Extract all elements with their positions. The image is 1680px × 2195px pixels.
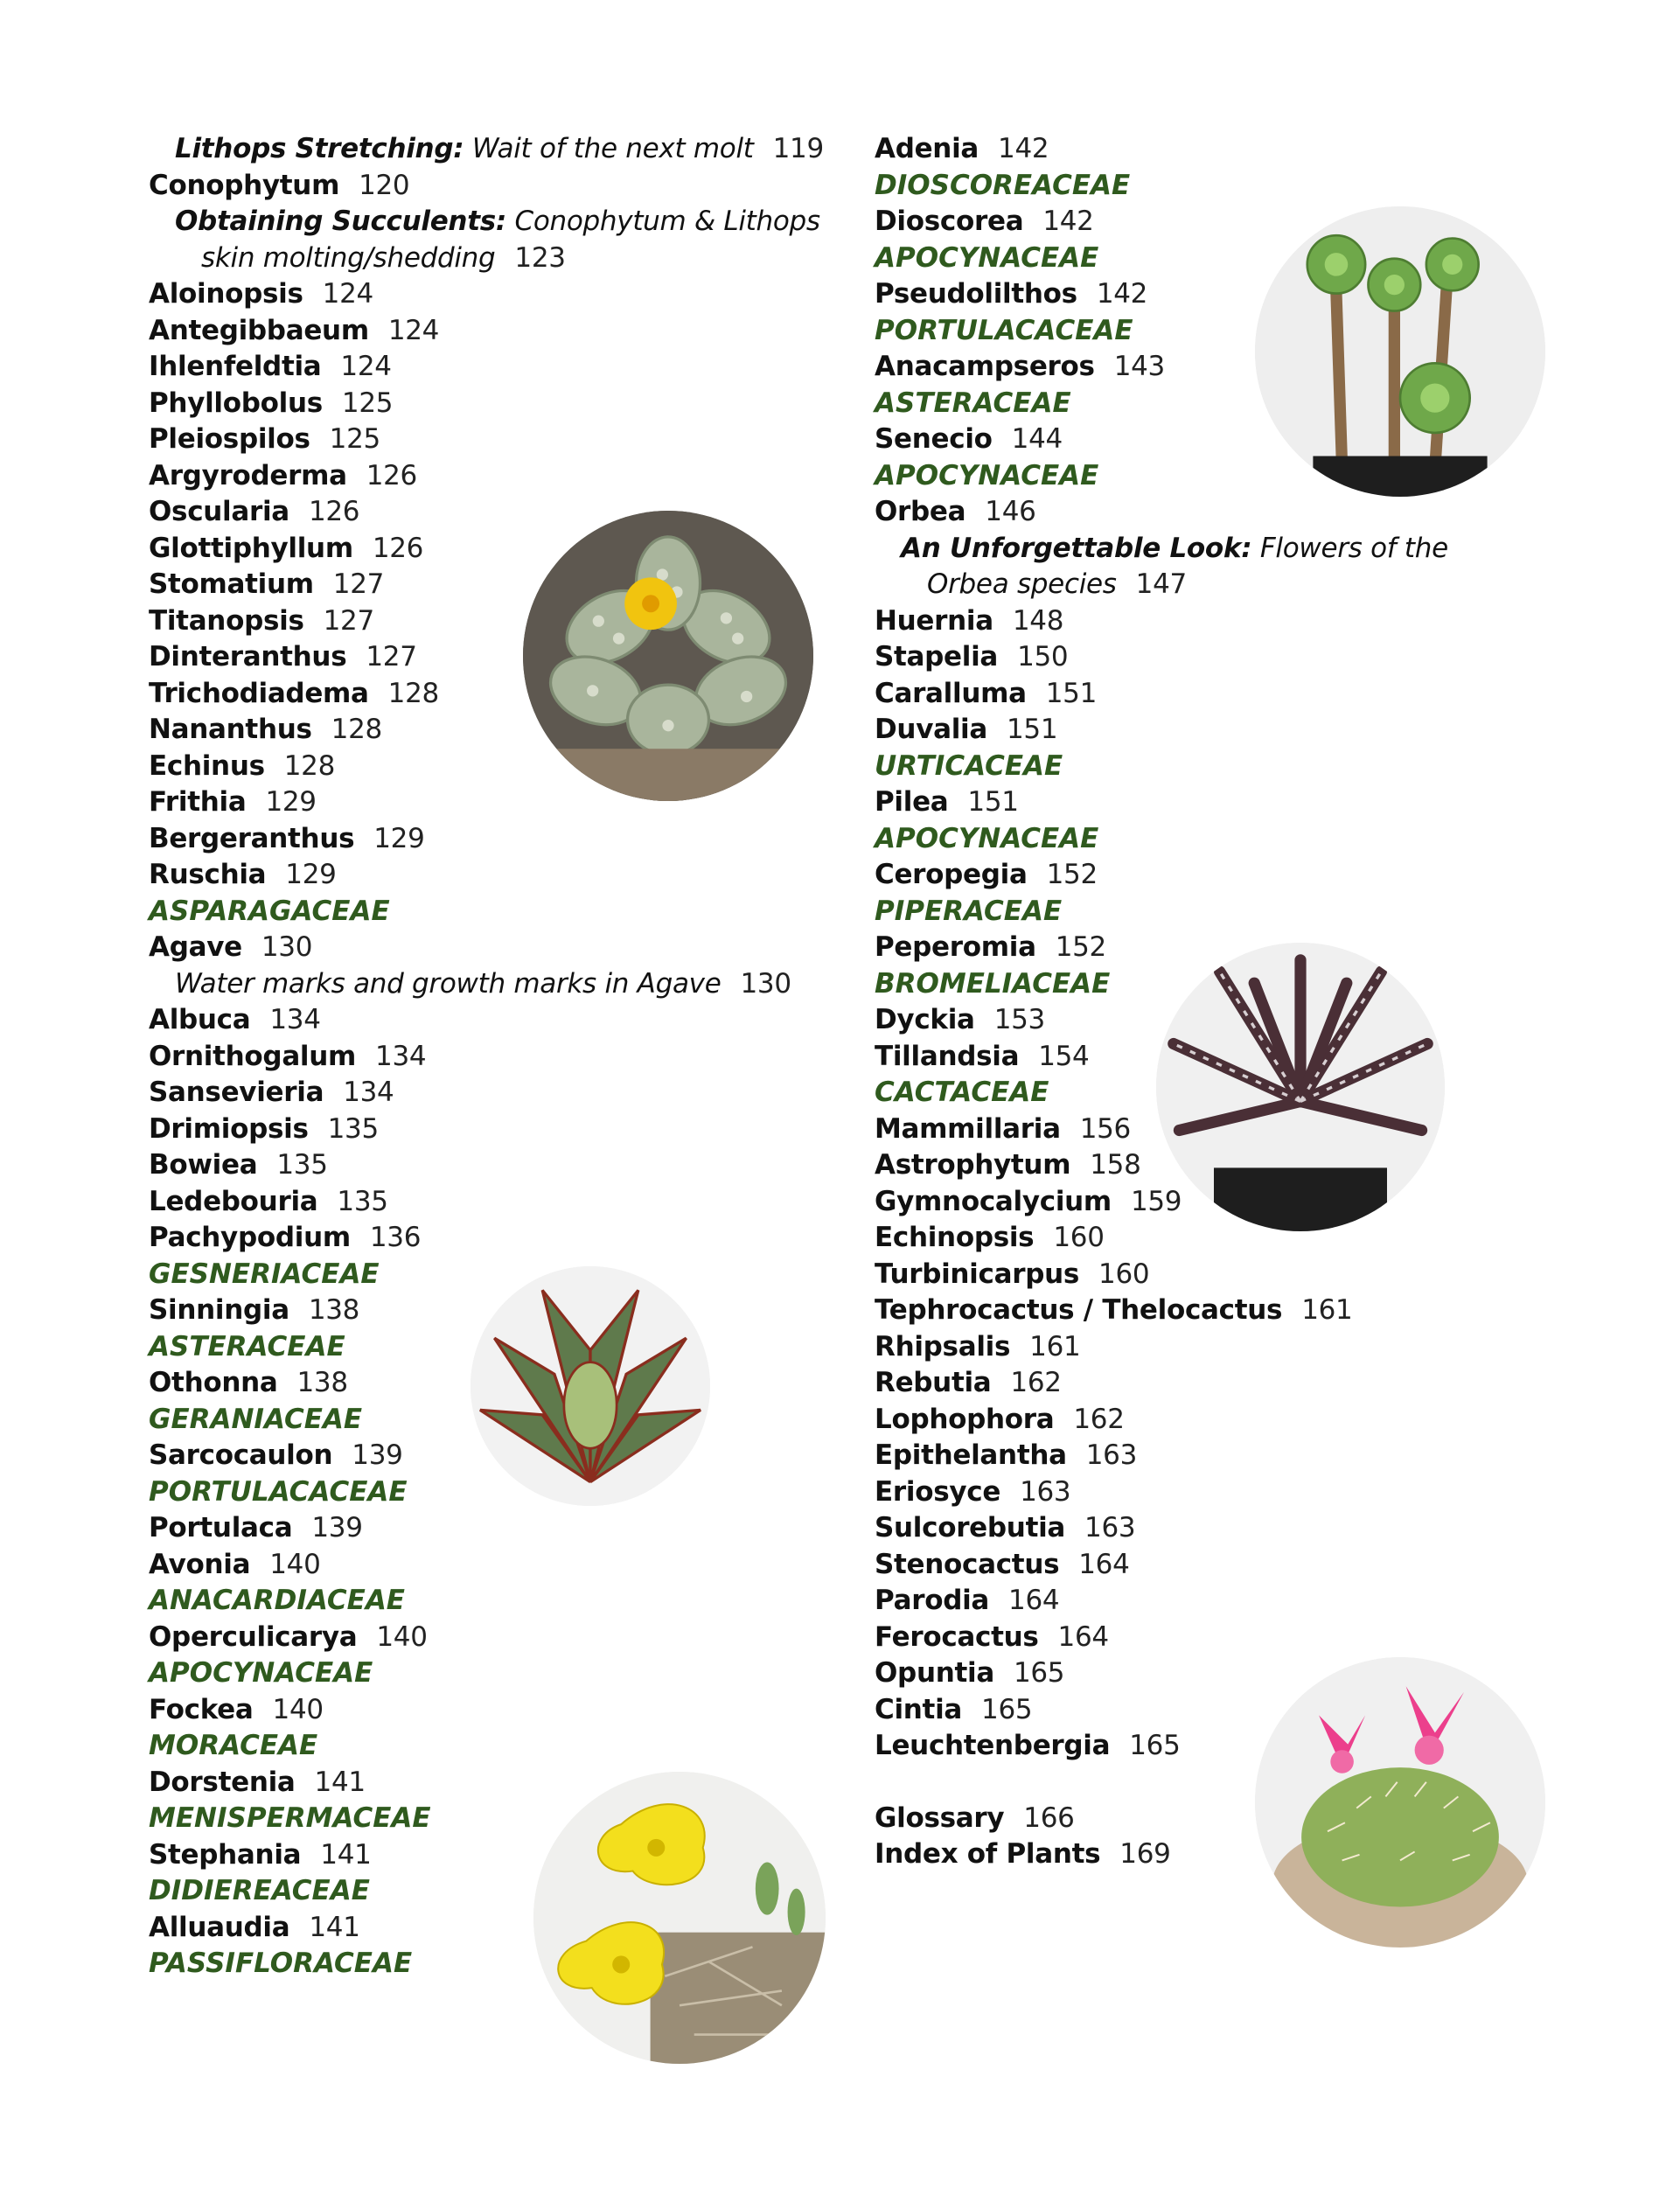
- toc-entry-title: Sansevieria: [149, 1077, 324, 1108]
- page-number: 124: [387, 314, 440, 346]
- page-number: 164: [1057, 1620, 1109, 1653]
- toc-entry-portulaca: [149, 1510, 813, 1547]
- toc-entry-title: Titanopsis: [149, 604, 304, 637]
- page-number: 128: [387, 677, 439, 709]
- page-number: 124: [340, 351, 392, 382]
- toc-entry-title: Dinteranthus: [149, 641, 347, 672]
- toc-entry-anacardiaceae: [149, 1583, 813, 1620]
- page-number: 163: [1084, 1512, 1136, 1543]
- page-number: 134: [269, 1004, 321, 1035]
- page-number: 142: [1042, 206, 1094, 237]
- toc-entry-bowiea: [149, 1147, 813, 1184]
- page-number: 141: [314, 1766, 366, 1798]
- toc-entry-stenocactus: [875, 1547, 1574, 1584]
- toc-entry-sansevieria: [149, 1075, 813, 1111]
- toc-entry-title: Avonia: [149, 1548, 251, 1580]
- family-heading: ASTERACEAE: [875, 387, 1071, 419]
- stemmed-green-rosettes-icon: [1255, 206, 1545, 497]
- toc-entry-rebutia: [875, 1365, 1574, 1402]
- family-heading: PIPERACEAE: [875, 895, 1063, 927]
- toc-entry-title: Stapelia: [875, 641, 999, 672]
- page-number: 127: [332, 568, 385, 600]
- page-number: 140: [269, 1548, 321, 1580]
- page-number: 141: [320, 1838, 372, 1871]
- toc-entry-flowers-of-the: [875, 531, 1574, 568]
- toc-entry-title: Adenia: [875, 133, 979, 164]
- toc-entry-title: Othonna: [149, 1367, 278, 1398]
- page-number: 154: [1038, 1040, 1090, 1072]
- toc-entry-title: Agave: [149, 931, 242, 963]
- page-number: 120: [359, 169, 410, 201]
- toc-entry-piperaceae: [875, 894, 1574, 930]
- toc-entry-title: Argyroderma: [149, 459, 347, 491]
- toc-entry-orbea-species: [875, 567, 1574, 603]
- toc-entry-title: Conophytum: [149, 169, 340, 201]
- toc-entry-avonia: [149, 1547, 813, 1584]
- page-number: 140: [376, 1620, 428, 1653]
- toc-entry-ruschia: [149, 857, 813, 894]
- toc-entry-ceropegia: [875, 857, 1574, 894]
- toc-entry-portulacaceae: [149, 1474, 813, 1511]
- toc-entry-lophophora: [875, 1402, 1574, 1439]
- toc-entry-pachypodium: [149, 1220, 813, 1257]
- family-heading: ANACARDIACEAE: [149, 1585, 405, 1616]
- page-number: 144: [1011, 423, 1063, 455]
- toc-entry-title: Aloinopsis: [149, 278, 303, 310]
- toc-entry-sarcocaulon: [149, 1438, 813, 1474]
- toc-entry-lead: Lithops Stretching:: [175, 133, 464, 164]
- toc-entry-title: Stomatium: [149, 568, 314, 600]
- toc-entry-title: Dorstenia: [149, 1766, 296, 1798]
- toc-entry-title: Albuca: [149, 1004, 251, 1035]
- toc-entry-title: Drimiopsis: [149, 1112, 309, 1145]
- toc-entry-title: Dyckia: [875, 1004, 975, 1035]
- toc-entry-title: Astrophytum: [875, 1149, 1071, 1181]
- toc-entry-epithelantha: [875, 1438, 1574, 1474]
- toc-entry-orbea: [875, 494, 1574, 531]
- toc-entry-title: Fockea: [149, 1693, 254, 1725]
- toc-entry-pilea: [875, 784, 1574, 821]
- toc-entry-ornithogalum: [149, 1039, 813, 1076]
- toc-entry-title: Pseudolilthos: [875, 278, 1077, 310]
- toc-entry-huernia: [875, 603, 1574, 640]
- toc-entry-title: Ledebouria: [149, 1185, 318, 1217]
- toc-entry-title: Rebutia: [875, 1367, 992, 1398]
- toc-entry-title: Operculicarya: [149, 1620, 358, 1653]
- toc-entry-title: Orbea species: [927, 568, 1117, 600]
- toc-entry-parodia: [875, 1583, 1574, 1620]
- family-heading: GERANIACEAE: [149, 1403, 363, 1435]
- toc-entry-title: Pachypodium: [149, 1222, 351, 1253]
- yellow-flowers-icon: [533, 1772, 826, 2064]
- page-number: 138: [308, 1294, 360, 1326]
- toc-entry-drimiopsis: [149, 1111, 813, 1148]
- toc-entry-title: Index of Plants: [875, 1838, 1101, 1870]
- toc-entry-bergeranthus: [149, 821, 813, 858]
- toc-entry-title: Frithia: [149, 786, 247, 818]
- family-heading: PASSIFLORACEAE: [149, 1948, 413, 1979]
- family-heading: ASTERACEAE: [149, 1330, 345, 1362]
- toc-entry-title: Anacampseros: [875, 351, 1095, 382]
- toc-entry-title: Glottiphyllum: [149, 532, 353, 564]
- toc-entry-title: Opuntia: [875, 1657, 994, 1689]
- toc-entry-title: Sinningia: [149, 1294, 289, 1326]
- family-heading: BROMELIACEAE: [875, 967, 1111, 1000]
- page-number: 165: [1013, 1657, 1065, 1689]
- photo-stemmed-rosettes: [1255, 206, 1545, 497]
- family-heading: MENISPERMACEAE: [149, 1802, 431, 1834]
- toc-entry-wait-of-the-next-molt: [149, 131, 824, 168]
- toc-entry-fockea: [149, 1692, 813, 1729]
- toc-entry-title: Trichodiadema: [149, 677, 369, 709]
- toc-entry-title: Parodia: [875, 1585, 990, 1616]
- toc-entry-title: Echinopsis: [875, 1222, 1035, 1253]
- toc-entry-title: Bowiea: [149, 1149, 258, 1181]
- toc-entry-title: Flowers of the: [1251, 532, 1448, 564]
- toc-entry-title: Stenocactus: [875, 1548, 1060, 1580]
- family-heading: DIOSCOREACEAE: [875, 169, 1131, 201]
- family-heading: ASPARAGACEAE: [149, 895, 390, 927]
- page-number: 143: [1113, 351, 1165, 382]
- toc-entry-title: Nananthus: [149, 714, 312, 745]
- page-number: 153: [993, 1004, 1045, 1035]
- family-heading: APOCYNACEAE: [875, 822, 1099, 854]
- toc-entry-urticaceae: [875, 749, 1574, 785]
- family-heading: APOCYNACEAE: [875, 241, 1099, 274]
- page-number: 119: [772, 133, 824, 164]
- page-number: 135: [337, 1185, 388, 1217]
- toc-entry-stapelia: [875, 639, 1574, 676]
- page-number: 150: [1017, 641, 1069, 672]
- toc-entry-conophytum-lithops: [149, 204, 820, 240]
- toc-entry-title: Echinus: [149, 749, 265, 782]
- toc-entry-title: Alluaudia: [149, 1911, 290, 1943]
- toc-entry-title: Phyllobolus: [149, 387, 323, 419]
- toc-entry-duvalia: [875, 712, 1574, 749]
- toc-entry-sulcorebutia: [875, 1510, 1574, 1547]
- toc-left-column: [149, 131, 824, 1982]
- toc-entry-sinningia: [149, 1293, 813, 1329]
- page-number: 164: [1008, 1585, 1060, 1616]
- page-number: 159: [1130, 1185, 1182, 1217]
- toc-entry-title: Oscularia: [149, 496, 289, 527]
- toc-entry-apocynaceae: [149, 1655, 813, 1692]
- page-number: 139: [311, 1512, 363, 1543]
- toc-entry-title: skin molting/shedding: [201, 241, 496, 274]
- toc-entry-gesneriaceae: [149, 1257, 813, 1293]
- toc-entry-title: Senecio: [875, 423, 993, 455]
- toc-entry-phyllobolus: [149, 386, 813, 422]
- family-heading: PORTULACACEAE: [149, 1475, 408, 1508]
- page-number: 130: [740, 967, 791, 1000]
- page-number: 126: [308, 496, 360, 527]
- toc-entry-moraceae: [149, 1728, 813, 1765]
- toc-entry-conophytum: [149, 168, 813, 205]
- page-number: 139: [352, 1439, 403, 1471]
- page-number: 128: [331, 714, 382, 745]
- family-heading: URTICACEAE: [875, 749, 1063, 782]
- toc-entry-title: Conophytum & Lithops: [505, 206, 820, 237]
- family-heading: GESNERIACEAE: [149, 1258, 380, 1290]
- page-number: 163: [1020, 1475, 1071, 1508]
- page-number: 123: [514, 241, 566, 274]
- page-number: 135: [276, 1149, 328, 1181]
- page-number: 146: [985, 496, 1036, 527]
- photo-agave: [471, 1266, 710, 1506]
- page-number: 161: [1301, 1294, 1353, 1326]
- spiky-dark-rosette-icon: [1156, 943, 1445, 1231]
- toc-entry-caralluma: [875, 676, 1574, 713]
- toc-entry-title: Eriosyce: [875, 1475, 1001, 1508]
- page-number: 151: [1007, 714, 1058, 745]
- page-number: 136: [369, 1222, 422, 1253]
- photo-yellow-flower: [533, 1772, 826, 2064]
- toc-entry-ihlenfeldtia: [149, 349, 813, 386]
- page-number: 156: [1079, 1112, 1131, 1145]
- toc-entry-title: Sulcorebutia: [875, 1512, 1066, 1543]
- toc-entry-ferocactus: [875, 1620, 1574, 1656]
- page-number: 126: [372, 532, 424, 564]
- page-number: 140: [272, 1693, 324, 1725]
- toc-entry-title: Duvalia: [875, 714, 987, 745]
- page-number: 147: [1135, 568, 1187, 600]
- toc-entry-title: Ihlenfeldtia: [149, 351, 322, 382]
- toc-entry-title: Cintia: [875, 1693, 963, 1725]
- toc-entry-aloinopsis: [149, 276, 813, 313]
- toc-entry-title: Wait of the next molt: [464, 133, 754, 164]
- photo-titanopsis: [523, 511, 813, 801]
- toc-entry-tephrocactus-thelocactus: [875, 1293, 1574, 1329]
- page-number: 169: [1119, 1838, 1171, 1870]
- toc-entry-water-marks-and-growth-marks-in-agave: [149, 966, 813, 1003]
- toc-entry-title: Ferocactus: [875, 1620, 1039, 1653]
- page-number: 142: [1096, 278, 1148, 310]
- toc-entry-pleiospilos: [149, 422, 813, 458]
- toc-entry-title: Mammillaria: [875, 1112, 1061, 1145]
- page-number: 151: [967, 786, 1019, 818]
- page-number: 127: [323, 604, 374, 637]
- page-number: 152: [1055, 931, 1106, 963]
- photo-dyckia: [1156, 943, 1445, 1231]
- toc-entry-title: Ornithogalum: [149, 1040, 357, 1072]
- toc-entry-argyroderma: [149, 458, 813, 495]
- toc-entry-lead: An Unforgettable Look:: [901, 532, 1252, 564]
- family-heading: APOCYNACEAE: [149, 1657, 373, 1689]
- page-number: 130: [261, 931, 313, 963]
- page-number: 134: [343, 1077, 394, 1108]
- toc-entry-title: Ruschia: [149, 859, 267, 890]
- page-number: 166: [1023, 1801, 1075, 1834]
- page-number: 126: [366, 459, 417, 491]
- toc-entry-albuca: [149, 1002, 813, 1039]
- page-number: 161: [1029, 1330, 1081, 1362]
- toc-entry-title: Water marks and growth marks in Agave: [175, 967, 721, 1000]
- page-number: 152: [1046, 859, 1098, 890]
- toc-entry-echinopsis: [875, 1220, 1574, 1257]
- family-heading: MORACEAE: [149, 1730, 318, 1761]
- page-number: 129: [285, 859, 337, 890]
- toc-entry-agave: [149, 930, 813, 966]
- page-number: 125: [329, 423, 380, 455]
- page-number: 128: [283, 749, 336, 782]
- page-number: 148: [1012, 604, 1064, 637]
- toc-entry-title: Antegibbaeum: [149, 314, 369, 346]
- toc-entry-ledebouria: [149, 1184, 813, 1221]
- toc-entry-title: Pleiospilos: [149, 423, 310, 455]
- page-number: 125: [341, 387, 394, 419]
- toc-entry-skin-molting-shedding: [149, 240, 813, 277]
- toc-entry-title: Portulaca: [149, 1512, 293, 1543]
- family-heading: PORTULACACEAE: [875, 314, 1133, 346]
- toc-entry-title: Gymnocalycium: [875, 1185, 1112, 1217]
- succulent-rosette-yellow-flower-icon: [523, 511, 813, 801]
- toc-entry-asparagaceae: [149, 894, 813, 930]
- toc-entry-title: Peperomia: [875, 931, 1036, 963]
- family-heading: CACTACEAE: [875, 1077, 1049, 1108]
- page-number: 142: [998, 133, 1049, 164]
- page-number: 165: [981, 1693, 1033, 1725]
- toc-entry-title: Leuchtenbergia: [875, 1730, 1111, 1761]
- toc-entry-adenia: [875, 131, 1574, 168]
- toc-entry-dioscoreaceae: [875, 168, 1574, 205]
- page-number: 129: [265, 786, 317, 818]
- toc-entry-peperomia: [875, 930, 1574, 966]
- toc-entry-title: Epithelantha: [875, 1439, 1067, 1471]
- toc-entry-rhipsalis: [875, 1329, 1574, 1366]
- photo-cactus-pink: [1255, 1657, 1545, 1948]
- toc-entry-title: Dioscorea: [875, 206, 1024, 237]
- page-number: 163: [1085, 1439, 1138, 1471]
- toc-entry-operculicarya: [149, 1620, 813, 1656]
- toc-entry-lead: Obtaining Succulents:: [175, 206, 506, 237]
- toc-entry-antegibbaeum: [149, 313, 813, 350]
- toc-entry-title: Pilea: [875, 786, 949, 818]
- toc-entry-title: Tillandsia: [875, 1040, 1020, 1072]
- toc-entry-title: Ceropegia: [875, 859, 1028, 890]
- page-number: 127: [366, 641, 417, 672]
- page-number: 158: [1090, 1149, 1141, 1181]
- toc-entry-title: Huernia: [875, 604, 993, 637]
- page-number: 165: [1129, 1730, 1181, 1761]
- toc-entry-title: Rhipsalis: [875, 1330, 1011, 1362]
- toc-entry-title: Turbinicarpus: [875, 1258, 1080, 1290]
- family-heading: DIDIEREACEAE: [149, 1875, 370, 1906]
- page-number: 162: [1073, 1403, 1125, 1435]
- toc-entry-title: Stephania: [149, 1838, 302, 1871]
- toc-entry-apocynaceae: [875, 821, 1574, 858]
- cactus-pink-flowers-icon: [1255, 1657, 1545, 1948]
- page-number: 151: [1045, 677, 1097, 709]
- agave-rosette-icon: [471, 1266, 710, 1506]
- toc-entry-title: Caralluma: [875, 677, 1027, 709]
- toc-entry-title: Orbea: [875, 496, 966, 527]
- page-number: 164: [1078, 1548, 1130, 1580]
- page-number: 160: [1053, 1222, 1105, 1253]
- family-heading: APOCYNACEAE: [875, 459, 1099, 491]
- page-number: 134: [375, 1040, 427, 1072]
- page-number: 129: [373, 822, 425, 854]
- toc-entry-title: Lophophora: [875, 1403, 1055, 1435]
- page-number: 138: [296, 1367, 348, 1398]
- page-number: 141: [309, 1911, 360, 1943]
- toc-entry-title: Sarcocaulon: [149, 1439, 333, 1471]
- page-number: 162: [1010, 1367, 1062, 1398]
- page-number: 135: [327, 1112, 379, 1145]
- toc-entry-title: Tephrocactus / Thelocactus: [875, 1294, 1283, 1326]
- toc-entry-turbinicarpus: [875, 1257, 1574, 1293]
- page-number: 124: [322, 278, 373, 310]
- toc-entry-title: Bergeranthus: [149, 822, 355, 854]
- toc-entry-eriosyce: [875, 1474, 1574, 1511]
- toc-entry-title: Glossary: [875, 1801, 1005, 1834]
- page-number: 160: [1098, 1258, 1150, 1290]
